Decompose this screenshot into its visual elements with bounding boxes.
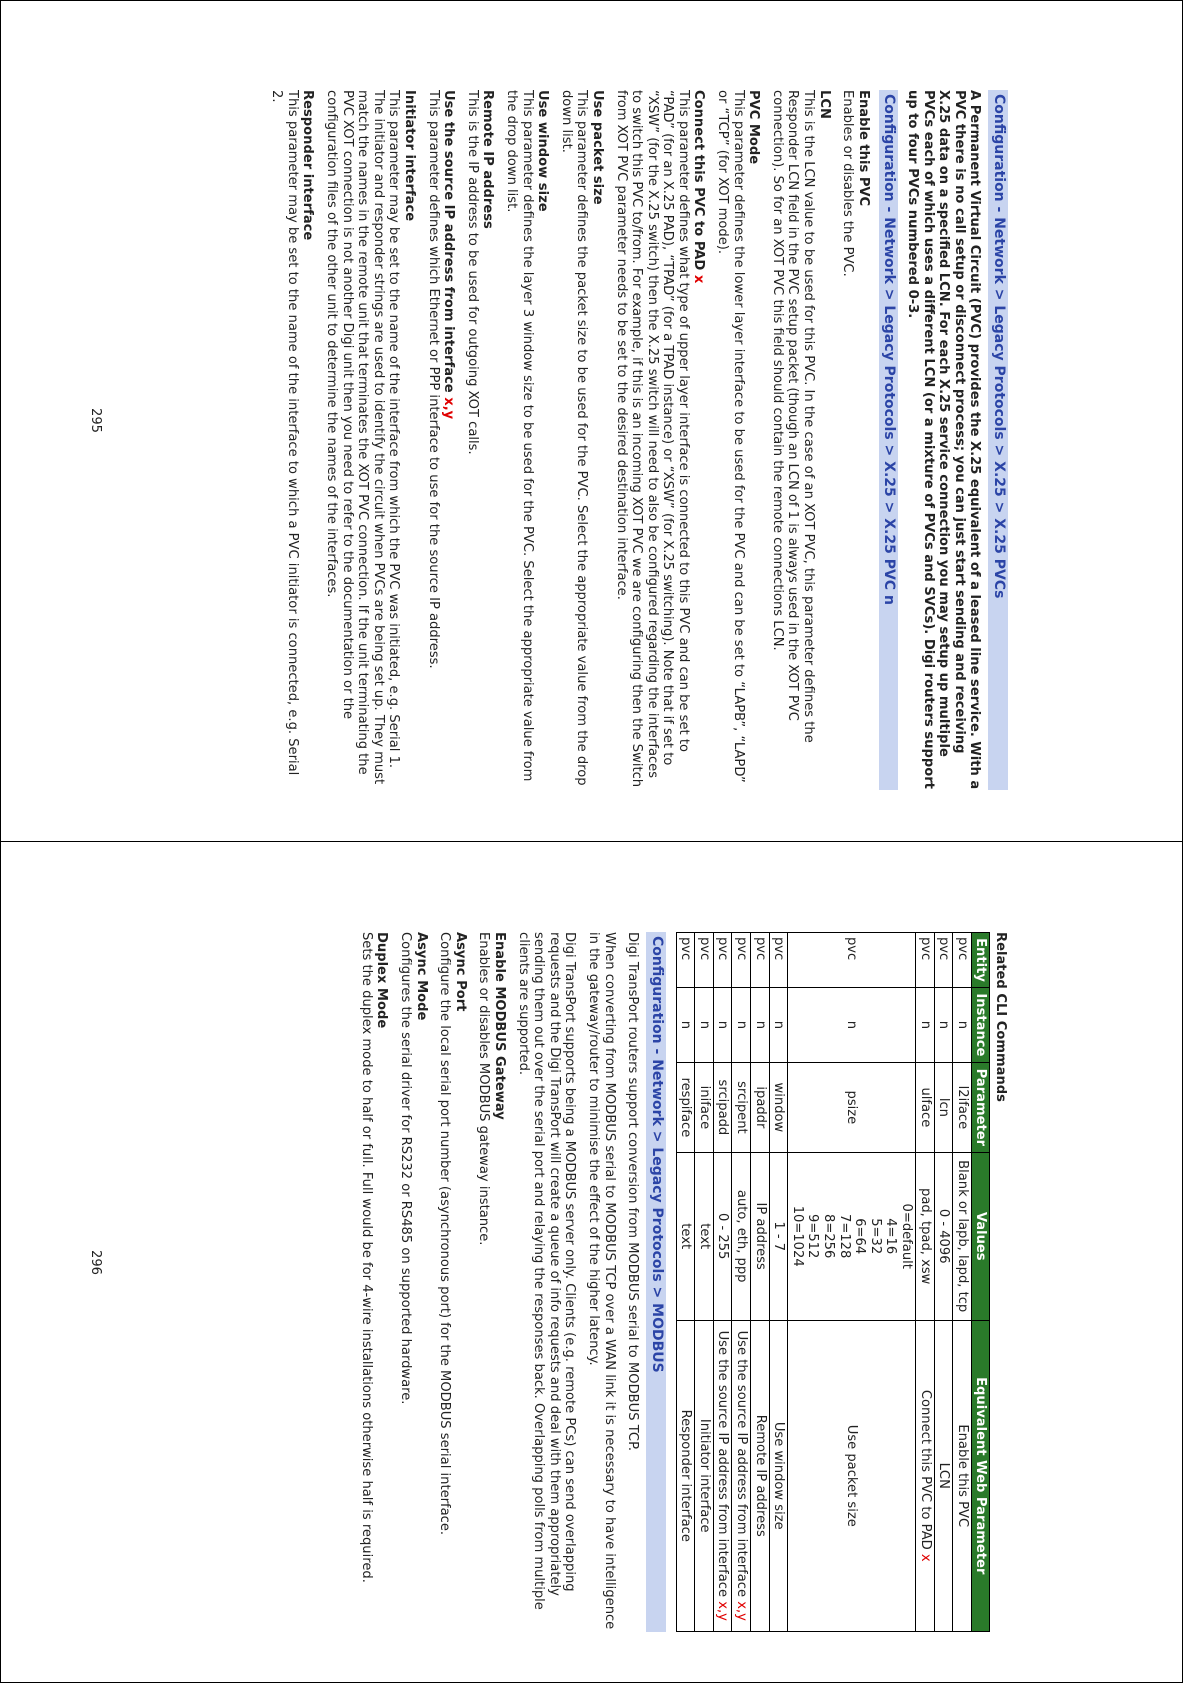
cell-web-text: Use packet size: [844, 1424, 860, 1527]
table-row: [934, 933, 953, 1632]
psize-value: 9=512: [805, 1214, 821, 1259]
duplex-mode-title: Duplex Mode: [374, 932, 390, 1029]
connect-pad-title: [691, 90, 707, 790]
cell-entity: pvc: [732, 933, 751, 988]
cell-parameter: respiface: [676, 1062, 695, 1152]
cell-values: 1 - 7: [769, 1152, 788, 1320]
source-ip-xy: x,y: [441, 397, 457, 420]
cell-web: [916, 1320, 935, 1631]
table-row: [916, 933, 935, 1632]
table-row: [953, 933, 972, 1632]
connect-pad-text: This parameter defines what type of upper layer interface is connected to this PVC and can be set to “PAD” (for an X.25 PAD), “TPAD” (for a TPAD instance) or “XSW” (for X.25 switching). Note that if set to “XSW” (for the X.25 switch) then the X.25 switch will need to also be configured regarding the interfaces to switch this PVC to/from. For example, if this is an incoming XOT PVC we are configuring then the Switch from XOT PVC parameter needs to be set to the desired destination interface.: [613, 90, 691, 788]
cell-parameter: srcipadd: [713, 1062, 732, 1152]
cell-values: IP address: [751, 1152, 770, 1320]
col-instance: Instance: [971, 987, 990, 1062]
table-row: [769, 933, 788, 1632]
col-values: Values: [971, 1152, 990, 1320]
packet-size-text: This parameter defines the packet size to be used for the PVC. Select the appropriate value from the drop down list.: [558, 90, 590, 786]
cell-web-text: Initiator interface: [696, 1418, 712, 1533]
cell-instance: n: [751, 987, 770, 1062]
cell-entity: pvc: [695, 933, 714, 988]
cell-web-text: Connect this PVC to PAD: [917, 1389, 933, 1554]
col-web-parameter: Equivalent Web Parameter: [971, 1320, 990, 1631]
lcn-title: LCN: [816, 90, 832, 119]
cell-web: [695, 1320, 714, 1631]
source-ip-label: Use the source IP address from interface: [441, 90, 457, 393]
pvc-mode-text: This parameter defines the lower layer interface to be used for the PVC and can be set to “LAPB”, “LAPD” or “TCP” (for XOT mode).: [715, 90, 746, 783]
cell-parameter: srcipent: [732, 1062, 751, 1152]
cell-parameter: lcn: [934, 1062, 953, 1152]
async-port-text: Configure the local serial port number (asynchronous port) for the MODBUS serial interface.: [437, 932, 453, 1536]
modbus-gateway-title: Enable MODBUS Gateway: [491, 932, 507, 1120]
cell-values: pad, tpad, xsw: [916, 1152, 935, 1320]
psize-value: 8=256: [821, 1214, 837, 1259]
table-row: [788, 933, 916, 1632]
table-row: [713, 933, 732, 1632]
psize-value: 0=default: [899, 1203, 915, 1269]
cell-web-text: Responder interface: [678, 1409, 694, 1542]
psize-value: 7=128: [836, 1214, 852, 1259]
source-ip-title: [441, 90, 457, 790]
table-row: [732, 933, 751, 1632]
source-ip-text: This parameter defines which Ethernet or PPP interface to use for the source IP address.: [425, 90, 441, 669]
modbus-heading: Configuration - Network > Legacy Protocols > MODBUS: [646, 932, 666, 1632]
modbus-para-2: Digi TransPort supports being a MODBUS server only. Clients (e.g. remote PCs) can send overlapping requests and the Digi TransPort will create a queue of info requests and deal with them appropriately sending them out over the serial port and relaying the responses back. Overlapping polls from multiple clients are supported.: [515, 932, 578, 1610]
responder-title: Responder interface: [300, 90, 316, 241]
psize-value: 4=16: [883, 1218, 899, 1255]
psize-value: 10=1024: [789, 1205, 805, 1267]
col-entity: Entity: [971, 933, 990, 988]
col-parameter: Parameter: [971, 1062, 990, 1152]
cell-instance: n: [953, 987, 972, 1062]
table-row: [695, 933, 714, 1632]
cli-table: [676, 932, 991, 1632]
cell-values: 0 - 4096: [934, 1152, 953, 1320]
cell-web: [953, 1320, 972, 1631]
cell-web-text: Use the source IP address from interface: [734, 1330, 750, 1602]
connect-pad-x: x: [691, 274, 707, 284]
psize-value: 6=64: [852, 1218, 868, 1255]
cell-web-suffix: x: [917, 1553, 933, 1562]
modbus-gateway-text: Enables or disables MODBUS gateway instance.: [476, 932, 492, 1246]
page-295: [3, 0, 1183, 841]
modbus-para-1: When converting from MODBUS serial to MODBUS TCP over a WAN link it is necessary to have intelligence in the gateway/router to minimise the effect of the higher latency.: [585, 932, 617, 1630]
lcn-text: This is the LCN value to be used for this PVC. In the case of an XOT PVC, this parameter defines the Responder LCN field in the PVC setup packet (though an LCN of 1 is always used in the XOT PVC connection). So for an XOT PVC this field should contain the remote connections LCN.: [769, 90, 817, 743]
cell-web-text: Remote IP address: [752, 1414, 768, 1537]
cell-web: [934, 1320, 953, 1631]
cell-values: 0 - 255: [713, 1152, 732, 1320]
cell-web-text: Use the source IP address from interface: [715, 1330, 731, 1602]
cell-web-text: Enable this PVC: [954, 1424, 970, 1528]
cell-values: text: [695, 1152, 714, 1320]
packet-size-title: Use packet size: [589, 90, 605, 205]
cell-entity: pvc: [751, 933, 770, 988]
remote-ip-text: This is the IP address to be used for outgoing XOT calls.: [464, 90, 480, 455]
cell-web-suffix: x,y: [715, 1601, 731, 1621]
x25-pvc-n-heading: Configuration - Network > Legacy Protocols > X.25 > X.25 PVC n: [879, 90, 899, 790]
cell-web-suffix: x,y: [734, 1601, 750, 1621]
cell-entity: pvc: [713, 933, 732, 988]
cell-web: [769, 1320, 788, 1631]
page-296-content: [358, 932, 1008, 1632]
cell-parameter: window: [769, 1062, 788, 1152]
modbus-intro: Digi TransPort routers support conversion from MODBUS serial to MODBUS TCP.: [625, 932, 641, 1452]
enable-pvc-title: Enable this PVC: [855, 90, 871, 207]
cell-values: Blank or lapb, lapd, tcp: [953, 1152, 972, 1320]
cell-instance: n: [916, 987, 935, 1062]
cell-parameter: ulface: [916, 1062, 935, 1152]
cell-instance: n: [676, 987, 695, 1062]
cell-instance: n: [695, 987, 714, 1062]
cell-instance: n: [713, 987, 732, 1062]
cli-table-header-row: [971, 933, 990, 1632]
async-port-title: Async Port: [452, 932, 468, 1012]
cell-web: [713, 1320, 732, 1631]
cell-parameter: iniface: [695, 1062, 714, 1152]
responder-text: This parameter may be set to the name of the interface to which a PVC initiator is connected, e.g. Serial 2.: [269, 90, 300, 776]
cli-table-title: Related CLI Commands: [993, 932, 1008, 1102]
pvc-intro: A Permanent Virtual Circuit (PVC) provides the X.25 equivalent of a leased line service. With a PVC there is no call setup or disconnect process; you can just start sending and receiving X.25 data on a specified LCN. For each X.25 service connection you may setup up multiple PVCs each of which uses a different LCN (or a mixture of PVCs and SVCs). Digi routers support up to four PVCs numbered 0-3.: [905, 90, 983, 790]
x25-pvcs-heading: Configuration - Network > Legacy Protocols > X.25 > X.25 PVCs: [988, 90, 1008, 790]
psize-value: 5=32: [867, 1218, 883, 1255]
page-number-296: 296: [88, 1250, 103, 1275]
cell-values: auto, eth, ppp: [732, 1152, 751, 1320]
cell-web-text: Use window size: [771, 1421, 787, 1530]
table-row: [751, 933, 770, 1632]
table-row: [676, 933, 695, 1632]
cell-instance: n: [788, 987, 916, 1062]
cell-instance: n: [934, 987, 953, 1062]
connect-pad-label: Connect this PVC to PAD: [691, 90, 707, 271]
cell-web: [676, 1320, 695, 1631]
cell-values: [788, 1152, 916, 1320]
async-mode-title: Async Mode: [413, 932, 429, 1021]
initiator-title: Initiator interface: [402, 90, 417, 222]
cell-values: text: [676, 1152, 695, 1320]
cell-web: [732, 1320, 751, 1631]
cell-web: [751, 1320, 770, 1631]
cell-entity: pvc: [916, 933, 935, 988]
remote-ip-title: Remote IP address: [480, 90, 496, 229]
cell-parameter: ipaddr: [751, 1062, 770, 1152]
page-number-295: 295: [88, 408, 103, 433]
page-295-content: [269, 90, 1008, 790]
cell-parameter: psize: [788, 1062, 916, 1152]
cell-entity: pvc: [769, 933, 788, 988]
cell-entity: pvc: [788, 933, 916, 988]
initiator-text: This parameter may be set to the name of the interface from which the PVC was initiated, e.g. Serial 1. The initiator and responder strings are used to identify the circuit when PVCs are being set up. They must match the names in the remote unit that terminates the XOT PVC connection. If the unit terminating the PVC XOT connection is not another Digi unit then you need to refer to the documentation or the configuration files of the other unit to determine the names of the interfaces.: [324, 90, 402, 785]
cell-parameter: l2iface: [953, 1062, 972, 1152]
duplex-mode-text: Sets the duplex mode to half or full. Full would be for 4-wire installations otherwise half is required.: [358, 932, 374, 1583]
window-size-text: This parameter defines the layer 3 window size to be used for the PVC. Select the appropriate value from the drop down list.: [503, 90, 535, 782]
cell-instance: n: [769, 987, 788, 1062]
enable-pvc-text: Enables or disables the PVC.: [840, 90, 856, 277]
async-mode-text: Configures the serial driver for RS232 or RS485 on supported hardware.: [398, 932, 413, 1405]
page-296: [3, 842, 1183, 1683]
pvc-mode-title: PVC Mode: [746, 90, 762, 165]
cell-web: [788, 1320, 916, 1631]
cell-entity: pvc: [953, 933, 972, 988]
cell-entity: pvc: [934, 933, 953, 988]
cell-instance: n: [732, 987, 751, 1062]
window-size-title: Use window size: [535, 90, 551, 212]
cell-entity: pvc: [676, 933, 695, 988]
cell-web-text: LCN: [936, 1462, 952, 1489]
